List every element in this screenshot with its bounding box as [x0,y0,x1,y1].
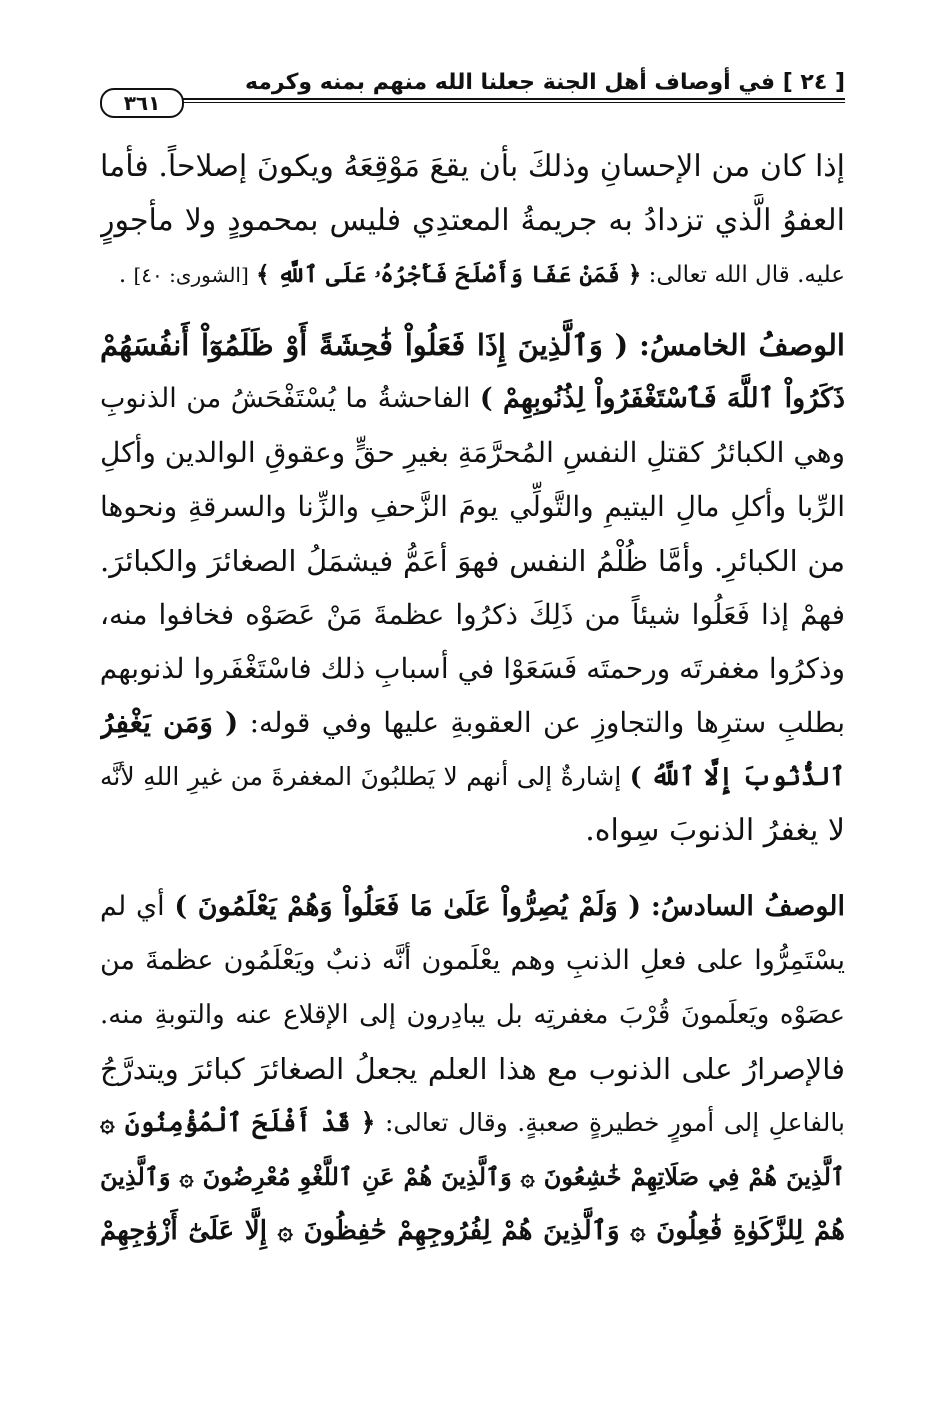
page-header [100,70,845,120]
text-segment: الفاحشةُ ما يُسْتَفْحَشُ من الذنوبِ [100,383,471,414]
text-segment: بطلبِ سترِها والتجاوزِ عن العقوبةِ عليها وفي قوله: [249,706,845,739]
text-line [100,1096,845,1150]
paragraph-2 [100,318,845,858]
section-label: الوصفُ الخامسُ: [639,328,845,362]
text-line [100,372,845,426]
text-line: من الكبائرِ. وأمَّا ظُلْمُ النفس فهوَ أعَمُّ فيشمَلُ الصغائرَ والكبائرَ. [100,544,845,578]
text-line: فالإصرارُ على الذنوب مع هذا العلم يجعلُ الصغائرَ كبائرَ ويتدرَّجُ [100,1052,845,1086]
text-line [100,696,845,750]
text-line [100,318,845,372]
text-line [100,880,845,934]
page-number: ٣٦١ [100,88,184,118]
text-line: فهمْ إذا فَعَلُوا شيئاً من ذَلِكَ ذكرُوا عظمةَ مَنْ عَصَوْه فخافوا منه، [100,598,845,631]
text-line [100,248,845,302]
quran-verse: ( وَٱلَّذِينَ إِذَا فَعَلُواْ فَٰحِشَةً أَوْ ظَلَمُوٓاْ أَنفُسَهُمْ [100,328,629,362]
text-line: العفوُ الَّذي تزدادُ به جريمةُ المعتدِي فليس بمحمودٍ ولا مأجورٍ [100,203,845,238]
quran-verse: ( وَمَن يَغْفِرُ [100,706,239,739]
quran-verse: ٱلذُّنُوبَ إِلَّا ٱللَّهُ ) [629,762,845,791]
quran-verse: ﴿ فَمَنْ عَفَا وَأَصْلَحَ فَأَجْرُهُۥ عَلَى ٱللَّهِ ﴾ [256,261,642,288]
text-segment: . [118,262,127,288]
text-line: إذا كان من الإحسانِ وذلكَ بأن يقعَ مَوْقِعَهُ ويكونَ إصلاحاً. فأما [100,149,845,184]
paragraph-1 [100,140,845,302]
text-line: وهي الكبائرُ كقتلِ النفسِ المُحرَّمَةِ بغيرِ حقٍّ وعقوقِ الوالدين وأكلِ [100,436,845,469]
header-rule [170,98,845,103]
quran-line: ٱلَّذِينَ هُمْ فِي صَلَاتِهِمْ خَٰشِعُونَ ۞ وَٱلَّذِينَ هُمْ عَنِ ٱللَّغْوِ مُعْرِضُونَ ۞ وَٱلَّذِينَ [100,1162,845,1191]
text-line: الرِّبا وأكلِ مالِ اليتيمِ والتَّولِّي يومَ الزَّحفِ والزِّنا والسرقةِ ونحوها [100,490,845,523]
quran-verse: ﴿ قَدْ أَفْلَحَ ٱلْمُؤْمِنُونَ ۞ [100,1108,376,1137]
chapter-title: [ ٢٤ ] في أوصاف أهل الجنة جعلنا الله منهم بمنه وكرمه [244,70,845,95]
text-segment: أي لم [100,891,165,922]
text-line: وذكرُوا مغفرتَه ورحمتَه فَسَعَوْا في أسبابِ ذلك فاسْتَغْفَروا لذنوبهم [100,652,845,685]
text-segment: إشارةٌ إلى أنهم لا يَطلبُونَ المغفرةَ من غيرِ اللهِ لأنَّه [100,762,622,791]
text-segment: بالفاعلِ إلى أمورٍ خطيرةٍ صعبةٍ. وقال تعالى: [384,1108,845,1137]
quran-verse: ذَكَرُواْ ٱللَّهَ فَٱسْتَغْفَرُواْ لِذُنُوبِهِمْ ) [479,383,845,414]
section-label: الوصفُ السادسُ: [650,891,845,922]
text-line: يسْتَمِرُّوا على فعلِ الذنبِ وهم يعْلَمون أنَّه ذنبٌ ويَعْلَمُون عظمةَ من [100,945,845,976]
verse-citation: [الشورى: ٤٠] [133,263,249,287]
paragraph-3 [100,880,845,1258]
text-line [100,750,845,804]
text-line: عصَوْه ويَعلَمونَ قُرْبَ مغفرتِه بل يبادِرون إلى الإقلاع عنه والتوبةِ منه. [100,1000,845,1030]
quran-verse: ( وَلَمْ يُصِرُّواْ عَلَىٰ مَا فَعَلُواْ وَهُمْ يَعْلَمُونَ ) [174,891,642,922]
text-segment: عليه. قال الله تعالى: [648,262,845,288]
quran-line: هُمْ لِلزَّكَوٰةِ فَٰعِلُونَ ۞ وَٱلَّذِينَ هُمْ لِفُرُوجِهِمْ حَٰفِظُونَ ۞ إِلَّا عَلَىٰٓ أَزْوَٰجِهِمْ [100,1216,845,1246]
text-line: لا يغفرُ الذنوبَ سِواه. [585,813,845,848]
